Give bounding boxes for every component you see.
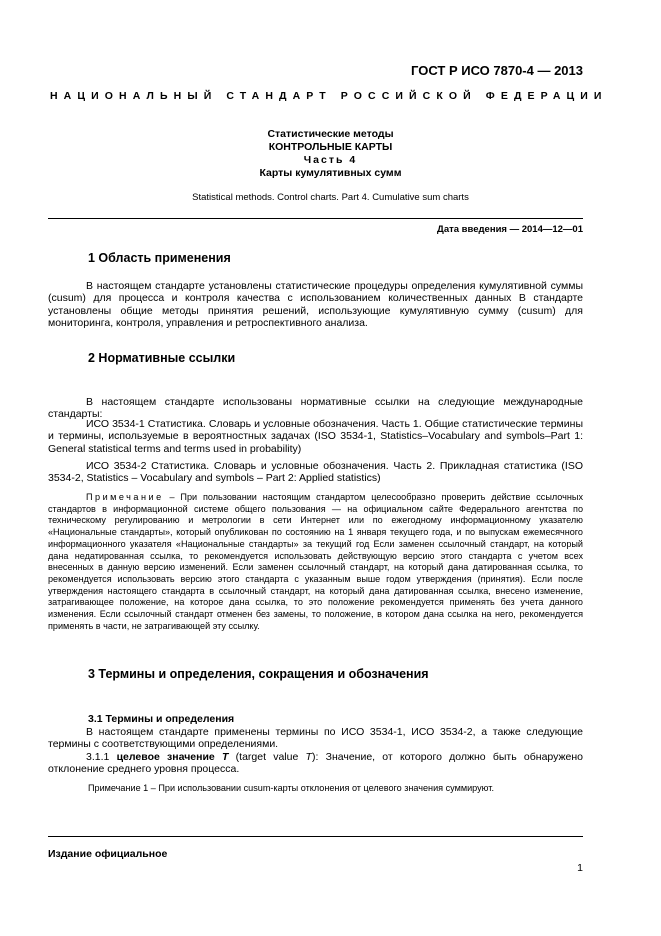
- term-3-1-1: [48, 751, 583, 776]
- note-text: – При пользовании настоящим стандартом целесообразно проверить действие ссылочных стандартов в информационной системе общего пользования — на официальном сайте Федерального агентства по техническому регулированию и метрологии в сети Интернет или по ежегодному информационному указателю «Национальные стандарты», который опубликован по состоянию на 1 января текущего года, и по выпускам ежемесячного информационного указателя «Национальные стандарты» за текущий год Если заменен ссылочный стандарт, на который дана недатированная ссылка, то рекомендуется использовать действующую версию этого стандарта с учетом всех внесенных в данную версию изменений. Если заменен ссылочный стандарт, на который дана датированная ссылка, то рекомендуется использовать версию этого стандарта с указанным выше годом утверждения (принятия). Если после утверждения настоящего стандарта в ссылочный стандарт, на который дана датированная ссылка, внесено изменение, затрагивающее положение, на которое дана ссылка, то это положение рекомендуется применять без учета данного изменения. Если ссылочный стандарт отменен без замены, то положение, в котором дана ссылка на него, рекомендуется применять в части, не затрагивающей эту ссылку.: [48, 492, 583, 631]
- note-label: Примечание: [86, 492, 164, 502]
- reference-iso-3534-2: ИСО 3534-2 Статистика. Словарь и условные обозначения. Часть 2. Прикладная статистика (ISO 3534-2, Statistics – Vocabulary and symbols – Part 2: Applied statistics): [48, 460, 583, 485]
- term-note-1: [88, 783, 583, 793]
- title-line-4: Карты кумулятивных сумм: [259, 167, 402, 179]
- footer-divider: [48, 836, 583, 837]
- term-number: 3.1.1: [86, 751, 110, 763]
- section-2-note: [48, 492, 583, 632]
- intro-date: Дата введения — 2014—12—01: [437, 224, 583, 235]
- official-edition-label: Издание официальное: [48, 848, 168, 860]
- term-english-open: (target value: [235, 751, 306, 763]
- page-number: 1: [577, 862, 583, 874]
- title-line-2: КОНТРОЛЬНЫЕ КАРТЫ: [268, 141, 393, 153]
- title-part: Часть 4: [303, 154, 358, 166]
- section-2-intro: В настоящем стандарте использованы нормативные ссылки на следующие международные стандарты:: [48, 396, 583, 421]
- term-symbol: T: [222, 751, 229, 763]
- national-standard-banner: НАЦИОНАЛЬНЫЙ СТАНДАРТ РОССИЙСКОЙ ФЕДЕРАЦИИ: [50, 90, 608, 102]
- title-line-1: Статистические методы: [267, 128, 394, 140]
- reference-iso-3534-1: ИСО 3534-1 Статистика. Словарь и условные обозначения. Часть 1. Общие статистические термины и термины, используемые в вероятностных задачах (ISO 3534-1, Statistics–Vocabulary and symbols–Part 1: General statistical terms and terms used in probability): [48, 418, 583, 455]
- term-definition: ): Значение, от которого должно быть обнаружено отклонение среднего уровня процесса.: [48, 751, 584, 776]
- term-note-text: – При использовании cusum-карты отклонения от целевого значения суммируют.: [148, 783, 494, 793]
- standard-code: ГОСТ Р ИСО 7870-4 — 2013: [411, 63, 583, 78]
- term-note-label: Примечание 1: [88, 783, 149, 793]
- term-english-symbol: T: [305, 751, 312, 763]
- section-3-heading: 3 Термины и определения, сокращения и обозначения: [88, 667, 429, 681]
- term-name: целевое значение: [116, 751, 215, 763]
- header-divider: [48, 218, 583, 219]
- section-1-heading: 1 Область применения: [88, 251, 231, 265]
- subsection-3-1-intro: В настоящем стандарте применены термины по ИСО 3534-1, ИСО 3534-2, а также следующие термины с соответствующими определениями.: [48, 726, 583, 751]
- section-2-heading: 2 Нормативные ссылки: [88, 351, 236, 365]
- subsection-3-1-heading: 3.1 Термины и определения: [88, 713, 235, 725]
- section-1-text: В настоящем стандарте установлены статистические процедуры определения кумулятивной суммы (cusum) для процесса и контроля качества с использованием количественных данных В стандарте установлены общие методы принятия решений, использующие кумулятивную сумму (cusum) для мониторинга, контроля, управления и ретроспективного анализа.: [48, 280, 583, 330]
- title-block: [0, 128, 661, 180]
- english-title: Statistical methods. Control charts. Part 4. Cumulative sum charts: [192, 192, 469, 203]
